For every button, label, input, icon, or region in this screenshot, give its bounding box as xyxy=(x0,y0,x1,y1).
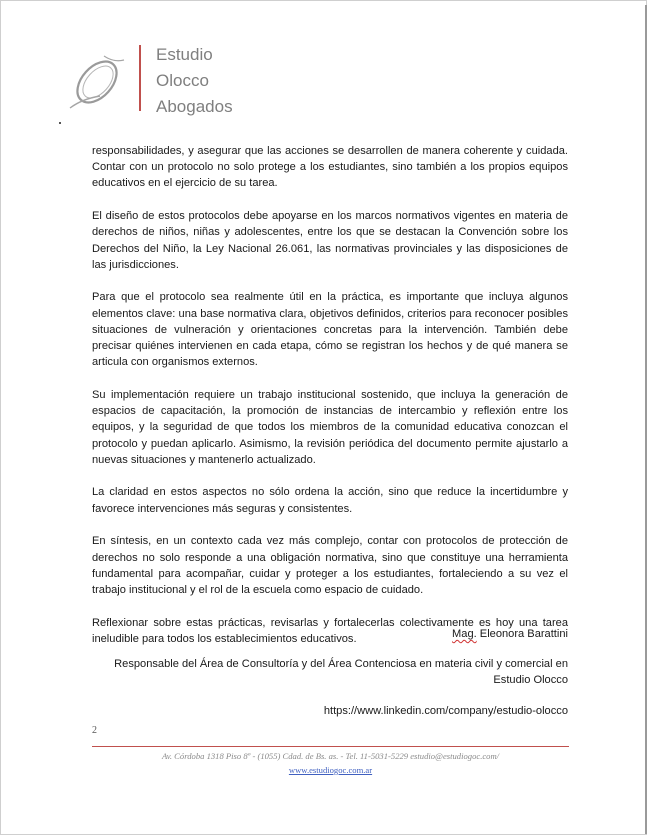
signature-role-line-2: Estudio Olocco xyxy=(493,674,568,687)
signature-block[interactable] xyxy=(92,626,568,719)
firm-name xyxy=(156,42,233,120)
firm-name-line-2: Olocco xyxy=(156,71,209,90)
signature-name[interactable] xyxy=(92,626,568,642)
paragraph-2[interactable]: El diseño de estos protocolos debe apoyarse en los marcos normativos vigentes en materia de derechos de niños, niñas y adolescentes, entre los que se destacan la Convención sobre los Derechos del Niño, la Ley Nacional 26.061, las normativas provinciales y las disposiciones de las jurisdicciones. xyxy=(92,210,568,271)
footer-website-link[interactable]: www.estudiogoc.com.ar xyxy=(288,765,373,775)
document-body[interactable] xyxy=(92,143,568,664)
page-number: 2 xyxy=(92,725,97,736)
paragraph-5[interactable]: La claridad en estos aspectos no sólo ordena la acción, sino que reduce la incertidumbre y favorece intervenciones más seguras y consistentes. xyxy=(92,486,568,515)
paragraph-1[interactable]: responsabilidades, y asegurar que las acciones se desarrollen de manera coherente y cuidada. Contar con un protocolo no solo protege a los estudiantes, sino también a los propios equipos educativos en el ejercicio de su tarea. xyxy=(92,145,568,190)
firm-name-line-3: Abogados xyxy=(156,97,233,116)
paragraph-3[interactable]: Para que el protocolo sea realmente útil en la práctica, es importante que incluya algunos elementos clave: una base normativa clara, objetivos definidos, criterios para reconocer posibles situaciones de vulneración y orientaciones concretas para la intervención. También debe precisar quiénes intervienen en cada etapa, cómo se registran los hechos y de qué manera se articula con organismos externos. xyxy=(92,291,568,369)
firm-name-line-1: Estudio xyxy=(156,45,213,64)
script-o-logo-icon xyxy=(64,52,130,114)
signature-role[interactable] xyxy=(92,656,568,688)
header-accent-divider xyxy=(139,45,141,111)
signature-person: Eleonora Barattini xyxy=(476,628,568,640)
footer-address: Av. Córdoba 1318 Piso 8º - (1055) Cdad. de Bs. as. - Tel. 11-5031-5229 estudio@estudiogoc.com/ xyxy=(161,751,500,761)
linkedin-link[interactable]: https://www.linkedin.com/company/estudio-olocco xyxy=(323,704,568,717)
signature-role-line-1: Responsable del Área de Consultoría y del Área Contenciosa en materia civil y comercial en xyxy=(114,658,568,671)
footer-accent-rule xyxy=(92,746,569,747)
paragraph-4[interactable]: Su implementación requiere un trabajo institucional sostenido, que incluya la generación de espacios de capacitación, la promoción de instancias de intercambio y reflexión entre los equipos, y la seguridad de que todos los miembros de la comunidad educativa conozcan el protocolo y puedan aplicarlo. Asimismo, la revisión periódica del documento permite ajustarlo a nuevas situaciones y mantenerlo actualizado. xyxy=(92,388,568,466)
paragraph-7[interactable]: Reflexionar sobre estas prácticas, revisarlas y fortalecerlas colectivamente es hoy una tarea ineludible para todos los establecimientos educativos. xyxy=(92,616,568,645)
stray-dot xyxy=(59,122,61,124)
paragraph-6[interactable]: En síntesis, en un contexto cada vez más complejo, contar con protocolos de protección de derechos no solo responde a una obligación normativa, sino que constituye una herramienta fundamental para acompañar, cuidar y proteger a los estudiantes, fortaleciendo a su vez el trabajo institucional y el rol de la escuela como espacio de cuidado. xyxy=(92,535,568,596)
signature-title: Mag. xyxy=(452,628,477,640)
